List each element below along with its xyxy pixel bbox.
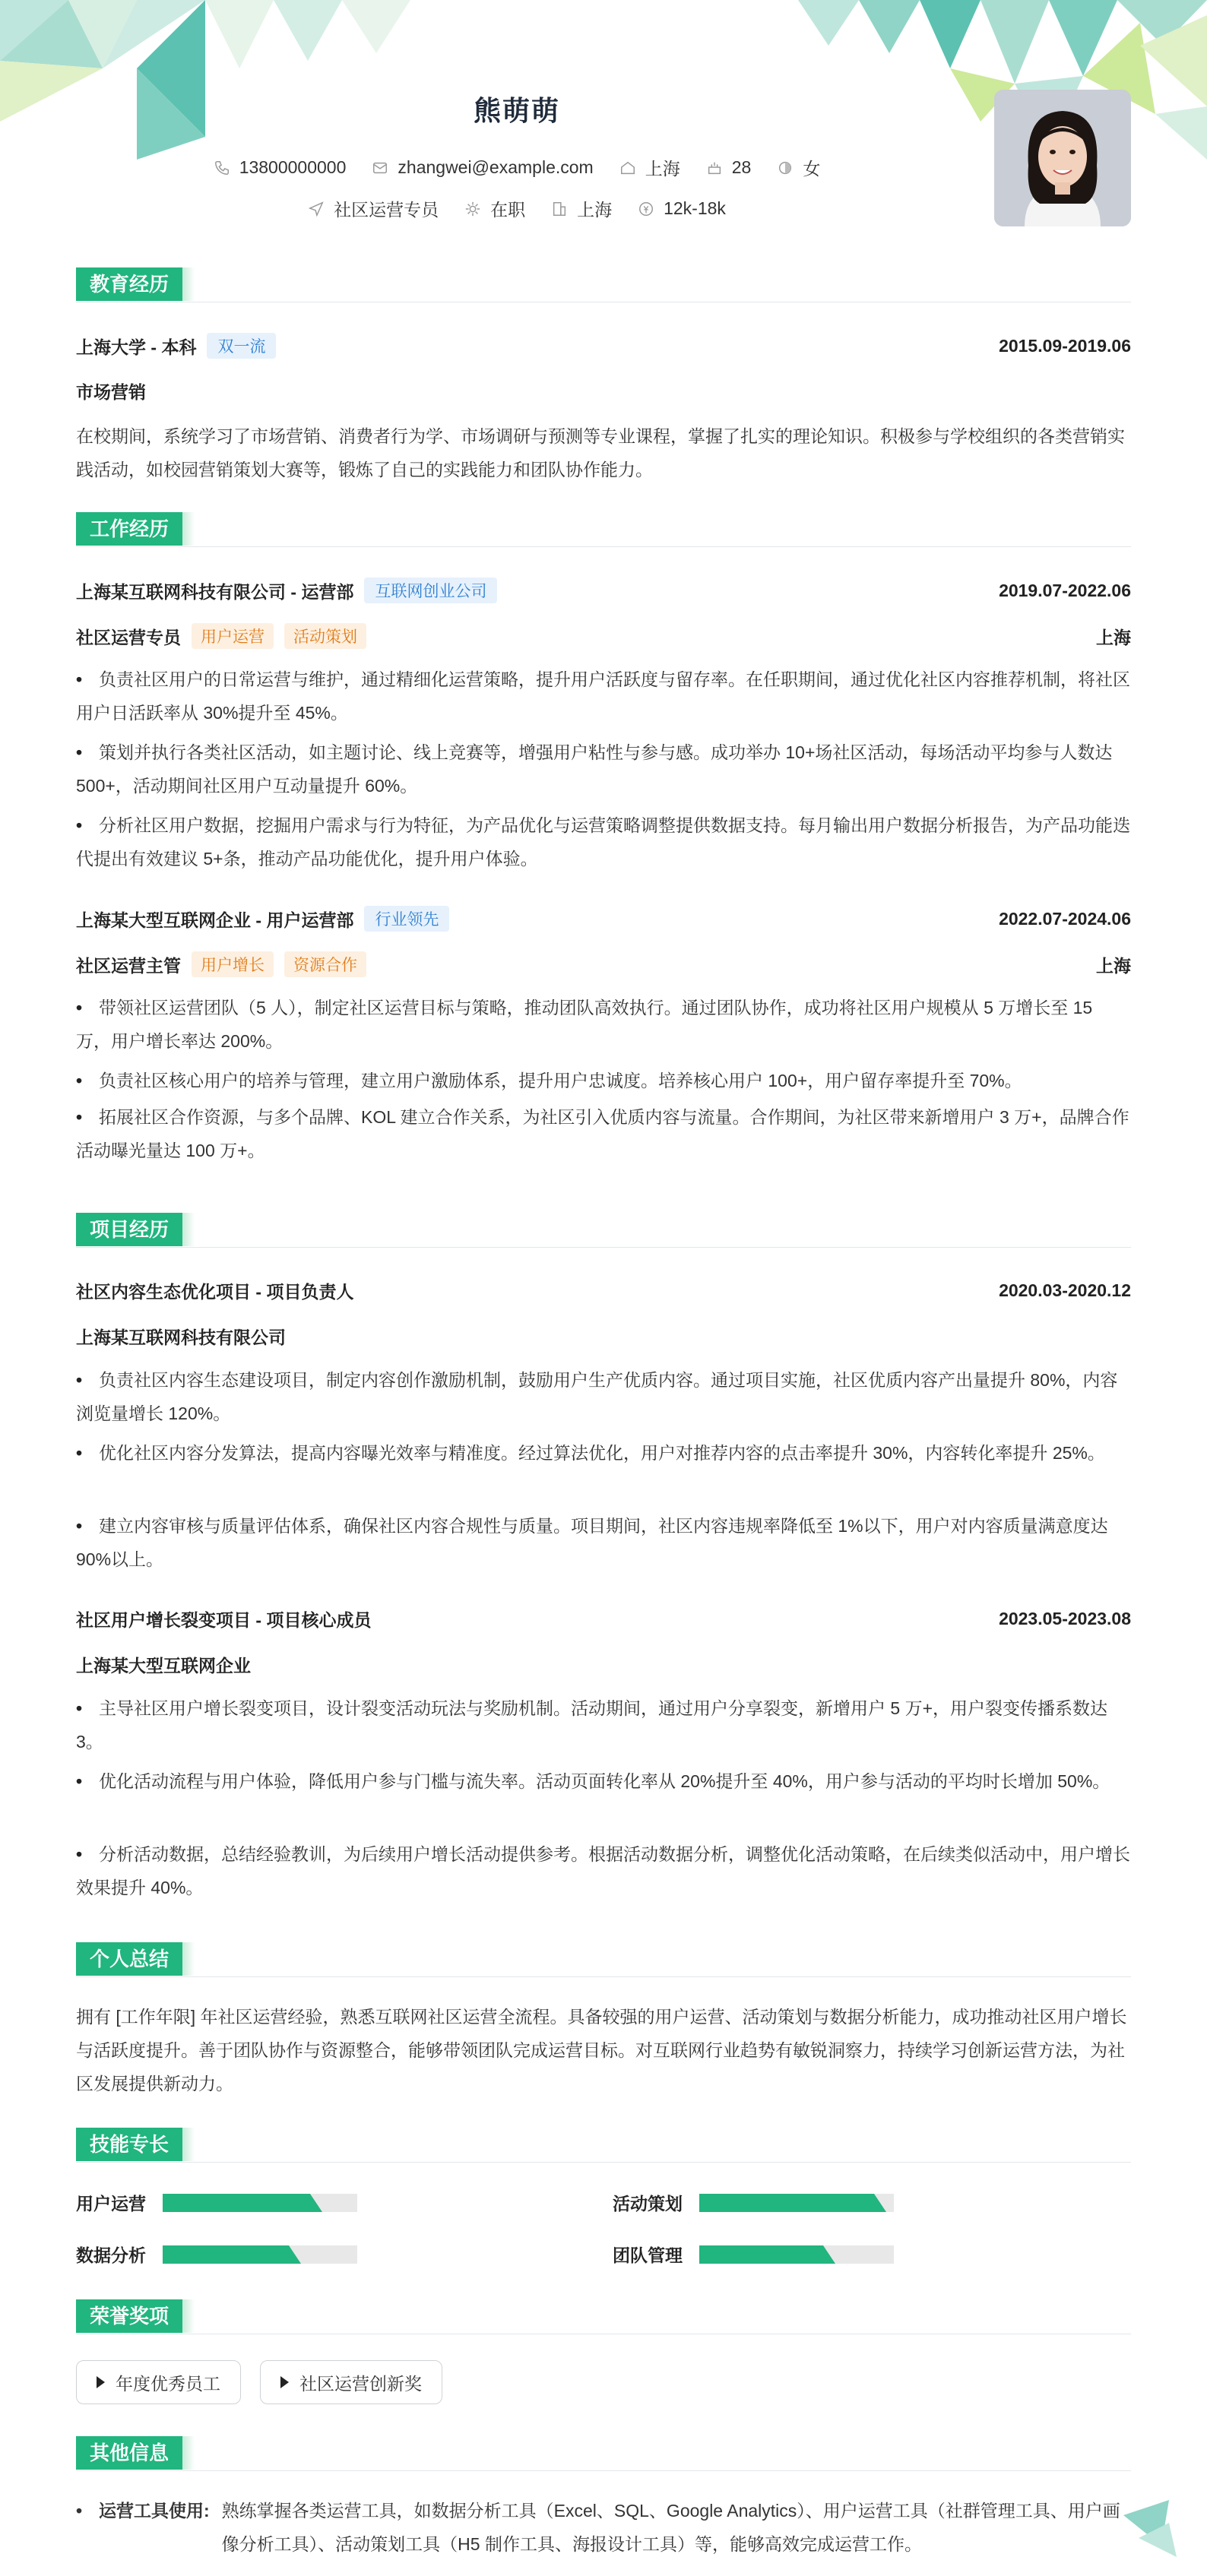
- project-period: 2023.05-2023.08: [999, 1609, 1131, 1628]
- job-role: 社区运营专员: [76, 627, 181, 647]
- skill-bar: [699, 2194, 894, 2212]
- job-bullet: • 策划并执行各类社区活动，如主题讨论、线上竞赛等，增强用户粘性与参与感。成功举办 10+场社区活动，每场活动平均参与人数达 500+，活动期间社区用户互动量提升 60%。: [76, 736, 1131, 802]
- school-badge: 双一流: [207, 333, 276, 359]
- phone-info: [214, 157, 347, 178]
- play-icon: [97, 2376, 105, 2388]
- awards-section-title: [76, 2299, 1131, 2334]
- project-period: 2020.03-2020.12: [999, 1280, 1131, 1300]
- age-info: [706, 157, 752, 178]
- gender-info: [777, 155, 820, 180]
- job-tag: 用户增长: [192, 951, 274, 977]
- home-icon: [619, 160, 636, 176]
- status-text: 在职: [490, 200, 526, 220]
- job-text: 社区运营专员: [334, 200, 439, 220]
- education-header: [76, 333, 1131, 359]
- project-org-row: [76, 1324, 1131, 1349]
- company-badge: 互联网创业公司: [364, 578, 497, 603]
- skill-bar: [163, 2245, 357, 2264]
- avatar: [994, 90, 1131, 226]
- awards-section: [76, 2299, 1131, 2406]
- major-row: [76, 378, 1131, 403]
- job-bullet: • 负责社区用户的日常运营与维护，通过精细化运营策略，提升用户活跃度与留存率。在任职期间，通过优化社区内容推荐机制，将社区用户日活跃率从 30%提升至 45%。: [76, 663, 1131, 729]
- money-icon: [638, 201, 654, 217]
- education-description: 在校期间，系统学习了市场营销、消费者行为学、市场调研与预测等专业课程，掌握了扎实的理论知识。积极参与学校组织的各类营销实践活动，如校园营销策划大赛等，锻炼了自己的实践能力和团队协作能力。: [76, 426, 1125, 479]
- skill-name: 活动策划: [613, 2194, 683, 2214]
- project-org: 上海某大型互联网企业: [76, 1656, 251, 1676]
- profile-photo: [994, 90, 1131, 226]
- job-role-row: [76, 623, 1131, 649]
- gender-text: 女: [803, 159, 821, 179]
- job-bullet: • 带领社区运营团队（5 人），制定社区运营目标与策略，推动团队高效执行。通过团队协作，成功将社区用户规模从 5 万增长至 15 万，用户增长率达 200%。: [76, 991, 1131, 1058]
- job-role-row: [76, 951, 1131, 977]
- job-info: [308, 196, 439, 221]
- skill-bar-fill: [699, 2194, 874, 2212]
- skill-bar-fill: [699, 2245, 823, 2264]
- phone-text: 13800000000: [239, 157, 347, 177]
- send-icon: [308, 201, 325, 217]
- status-info: [464, 196, 525, 221]
- other-label: 运营工具使用:: [99, 2501, 210, 2521]
- phone-icon: [214, 160, 230, 176]
- section-tag: 技能专长: [76, 2128, 182, 2161]
- project-name: 社区用户增长裂变项目 - 项目核心成员: [76, 1610, 372, 1630]
- job-role: 社区运营主管: [76, 955, 181, 976]
- projects-section: [76, 1213, 1131, 1912]
- other-section-title: [76, 2436, 1131, 2471]
- skills-section: [76, 2128, 1131, 2280]
- candidate-name: 熊萌萌: [473, 95, 560, 126]
- job-location: 上海: [1096, 627, 1131, 647]
- award-label: 社区运营创新奖: [299, 2373, 422, 2394]
- skill-bar: [699, 2245, 894, 2264]
- project-org: 上海某互联网科技有限公司: [76, 1328, 286, 1347]
- award-label: 年度优秀员工: [116, 2373, 220, 2394]
- company-badge: 行业领先: [364, 906, 449, 932]
- project-header: [76, 1606, 1131, 1631]
- project-bullet: • 分析活动数据，总结经验教训，为后续用户增长活动提供参考。根据活动数据分析，调整优化活动策略，在后续类似活动中，用户增长效果提升 40%。: [76, 1837, 1131, 1904]
- age-text: 28: [731, 157, 752, 177]
- education-section-title: [76, 267, 1131, 302]
- other-info-item: [76, 2494, 1131, 2561]
- education-period: 2015.09-2019.06: [999, 335, 1131, 356]
- section-tag: 荣誉奖项: [76, 2299, 182, 2333]
- other-section: [76, 2436, 1131, 2558]
- skill-name: 数据分析: [76, 2245, 146, 2265]
- projects-section-title: [76, 1213, 1131, 1248]
- job-tag: 活动策划: [284, 623, 366, 649]
- email-text: zhangwei@example.com: [398, 157, 594, 177]
- award-chip: [76, 2360, 241, 2404]
- skill-item: [613, 2190, 894, 2215]
- building-icon: [551, 201, 568, 217]
- section-tag: 教育经历: [76, 267, 182, 301]
- other-text: 熟练掌握各类运营工具，如数据分析工具（Excel、SQL、Google Analytics）、用户运营工具（社群管理工具、用户画像分析工具）、活动策划工具（H5 制作工具、海报设计工具）等，能够高效完成运营工作。: [221, 2501, 1120, 2554]
- city-info: [619, 155, 680, 180]
- project-bullet: • 优化活动流程与用户体验，降低用户参与门槛与流失率。活动页面转化率从 20%提升至 40%，用户参与活动的平均时长增加 50%。: [76, 1764, 1131, 1798]
- company-name: 上海某大型互联网企业 - 用户运营部: [76, 910, 354, 930]
- project-header: [76, 1278, 1131, 1303]
- school-name: 上海大学 - 本科: [76, 337, 197, 357]
- skill-bar-fill: [163, 2194, 310, 2212]
- skill-item: [76, 2190, 357, 2215]
- job-bullet: • 拓展社区合作资源，与多个品牌、KOL 建立合作关系，为社区引入优质内容与流量。合作期间，为社区带来新增用户 3 万+，品牌合作活动曝光量达 100 万+。: [76, 1100, 1131, 1167]
- section-tag: 工作经历: [76, 512, 182, 546]
- summary-section-title: [76, 1942, 1131, 1977]
- skill-name: 用户运营: [76, 2194, 146, 2214]
- skill-item: [76, 2242, 357, 2267]
- education-section: [76, 267, 1131, 495]
- job-header: [76, 578, 1131, 603]
- play-icon: [280, 2376, 289, 2388]
- skills-section-title: [76, 2128, 1131, 2163]
- city-text: 上海: [645, 159, 680, 179]
- project-org-row: [76, 1652, 1131, 1677]
- section-tag: 其他信息: [76, 2436, 182, 2470]
- job-period: 2019.07-2022.06: [999, 580, 1131, 600]
- gender-icon: [777, 160, 794, 176]
- award-chip: [260, 2360, 442, 2404]
- salary-info: [638, 198, 726, 219]
- skill-item: [613, 2242, 894, 2267]
- work-city-info: [551, 196, 612, 221]
- project-bullet: • 建立内容审核与质量评估体系，确保社区内容合规性与质量。项目期间，社区内容违规率降低至 1%以下，用户对内容质量满意度达 90%以上。: [76, 1509, 1131, 1576]
- summary-text: 拥有 [工作年限] 年社区运营经验，熟悉互联网社区运营全流程。具备较强的用户运营、活动策划与数据分析能力，成功推动社区用户增长与活跃度提升。善于团队协作与资源整合，能够带领团队完成运营目标。对互联网行业趋势有敏锐洞察力，持续学习创新运营方法，为社区发展提供新动力。: [76, 2007, 1127, 2093]
- major-name: 市场营销: [76, 382, 146, 402]
- job-tag: 资源合作: [284, 951, 366, 977]
- project-name: 社区内容生态优化项目 - 项目负责人: [76, 1282, 354, 1302]
- work-section-title: [76, 512, 1131, 547]
- job-header: [76, 906, 1131, 932]
- job-location: 上海: [1096, 955, 1131, 976]
- company-name: 上海某互联网科技有限公司 - 运营部: [76, 581, 354, 602]
- job-bullet: • 负责社区核心用户的培养与管理，建立用户激励体系，提升用户忠诚度。培养核心用户 100+，用户留存率提升至 70%。: [76, 1064, 1131, 1097]
- salary-text: 12k-18k: [664, 198, 726, 218]
- skill-bar: [163, 2194, 357, 2212]
- work-section: [76, 512, 1131, 1181]
- gear-icon: [464, 201, 481, 217]
- job-period: 2022.07-2024.06: [999, 908, 1131, 929]
- skill-bar-fill: [163, 2245, 289, 2264]
- mail-icon: [372, 160, 388, 176]
- job-tag: 用户运营: [192, 623, 274, 649]
- contact-row-basic: [0, 155, 1034, 180]
- job-bullet: • 分析社区用户数据，挖掘用户需求与行为特征，为产品优化与运营策略调整提供数据支持。每月输出用户数据分析报告，为产品功能迭代提出有效建议 5+条，推动产品功能优化，提升用户体验。: [76, 809, 1131, 875]
- section-tag: 项目经历: [76, 1213, 182, 1246]
- summary-section: [76, 1942, 1131, 2094]
- contact-row-job: [0, 196, 1034, 221]
- skill-name: 团队管理: [613, 2245, 683, 2265]
- project-bullet: • 负责社区内容生态建设项目，制定内容创作激励机制，鼓励用户生产优质内容。通过项目实施，社区优质内容产出量提升 80%，内容浏览量增长 120%。: [76, 1363, 1131, 1430]
- cake-icon: [706, 160, 723, 176]
- bullet-dot: •: [76, 2501, 83, 2521]
- project-bullet: • 优化社区内容分发算法，提高内容曝光效率与精准度。经过算法优化，用户对推荐内容的点击率提升 30%，内容转化率提升 25%。: [76, 1436, 1131, 1470]
- project-bullet: • 主导社区用户增长裂变项目，设计裂变活动玩法与奖励机制。活动期间，通过用户分享裂变，新增用户 5 万+，用户裂变传播系数达 3。: [76, 1691, 1131, 1758]
- section-tag: 个人总结: [76, 1942, 182, 1976]
- work-city-text: 上海: [577, 200, 613, 220]
- email-info: [372, 157, 593, 178]
